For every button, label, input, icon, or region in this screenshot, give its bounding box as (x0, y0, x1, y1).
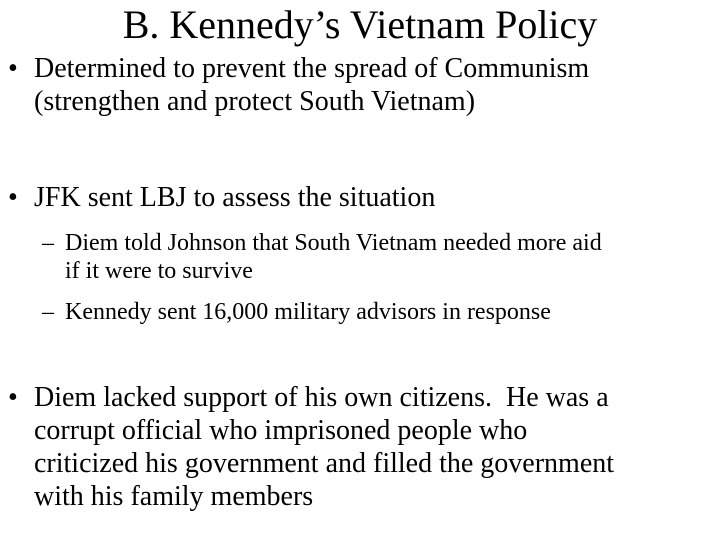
bullet-line: (strengthen and protect South Vietnam) (34, 86, 476, 117)
sub-bullet-line: Kennedy sent 16,000 military advisors in response (65, 299, 551, 325)
bullet-text (34, 381, 714, 513)
bullet-line: Determined to prevent the spread of Communism (34, 53, 590, 84)
sub-bullet-text (65, 298, 715, 326)
sub-bullet-line: Diem told Johnson that South Vietnam needed more aid (65, 230, 602, 256)
sub-bullet-line: if it were to survive (65, 258, 253, 284)
bullet-line: JFK sent LBJ to assess the situation (34, 182, 436, 213)
sub-bullet-marker: – (42, 230, 54, 256)
bullet-marker: • (8, 182, 18, 213)
slide-title: B. Kennedy’s Vietnam Policy (122, 2, 598, 47)
bullet-line: with his family members (34, 481, 314, 512)
bullet-marker: • (8, 53, 18, 84)
bullet-line: Diem lacked support of his own citizens. He was a (34, 382, 609, 413)
bullet-text (34, 181, 714, 214)
bullet-text (34, 52, 714, 118)
bullet-line: criticized his government and filled the government (34, 448, 615, 479)
bullet-marker: • (8, 382, 18, 413)
sub-bullet-marker: – (42, 299, 54, 325)
bullet-line: corrupt official who imprisoned people who (34, 415, 528, 446)
sub-bullet-text (65, 229, 715, 285)
